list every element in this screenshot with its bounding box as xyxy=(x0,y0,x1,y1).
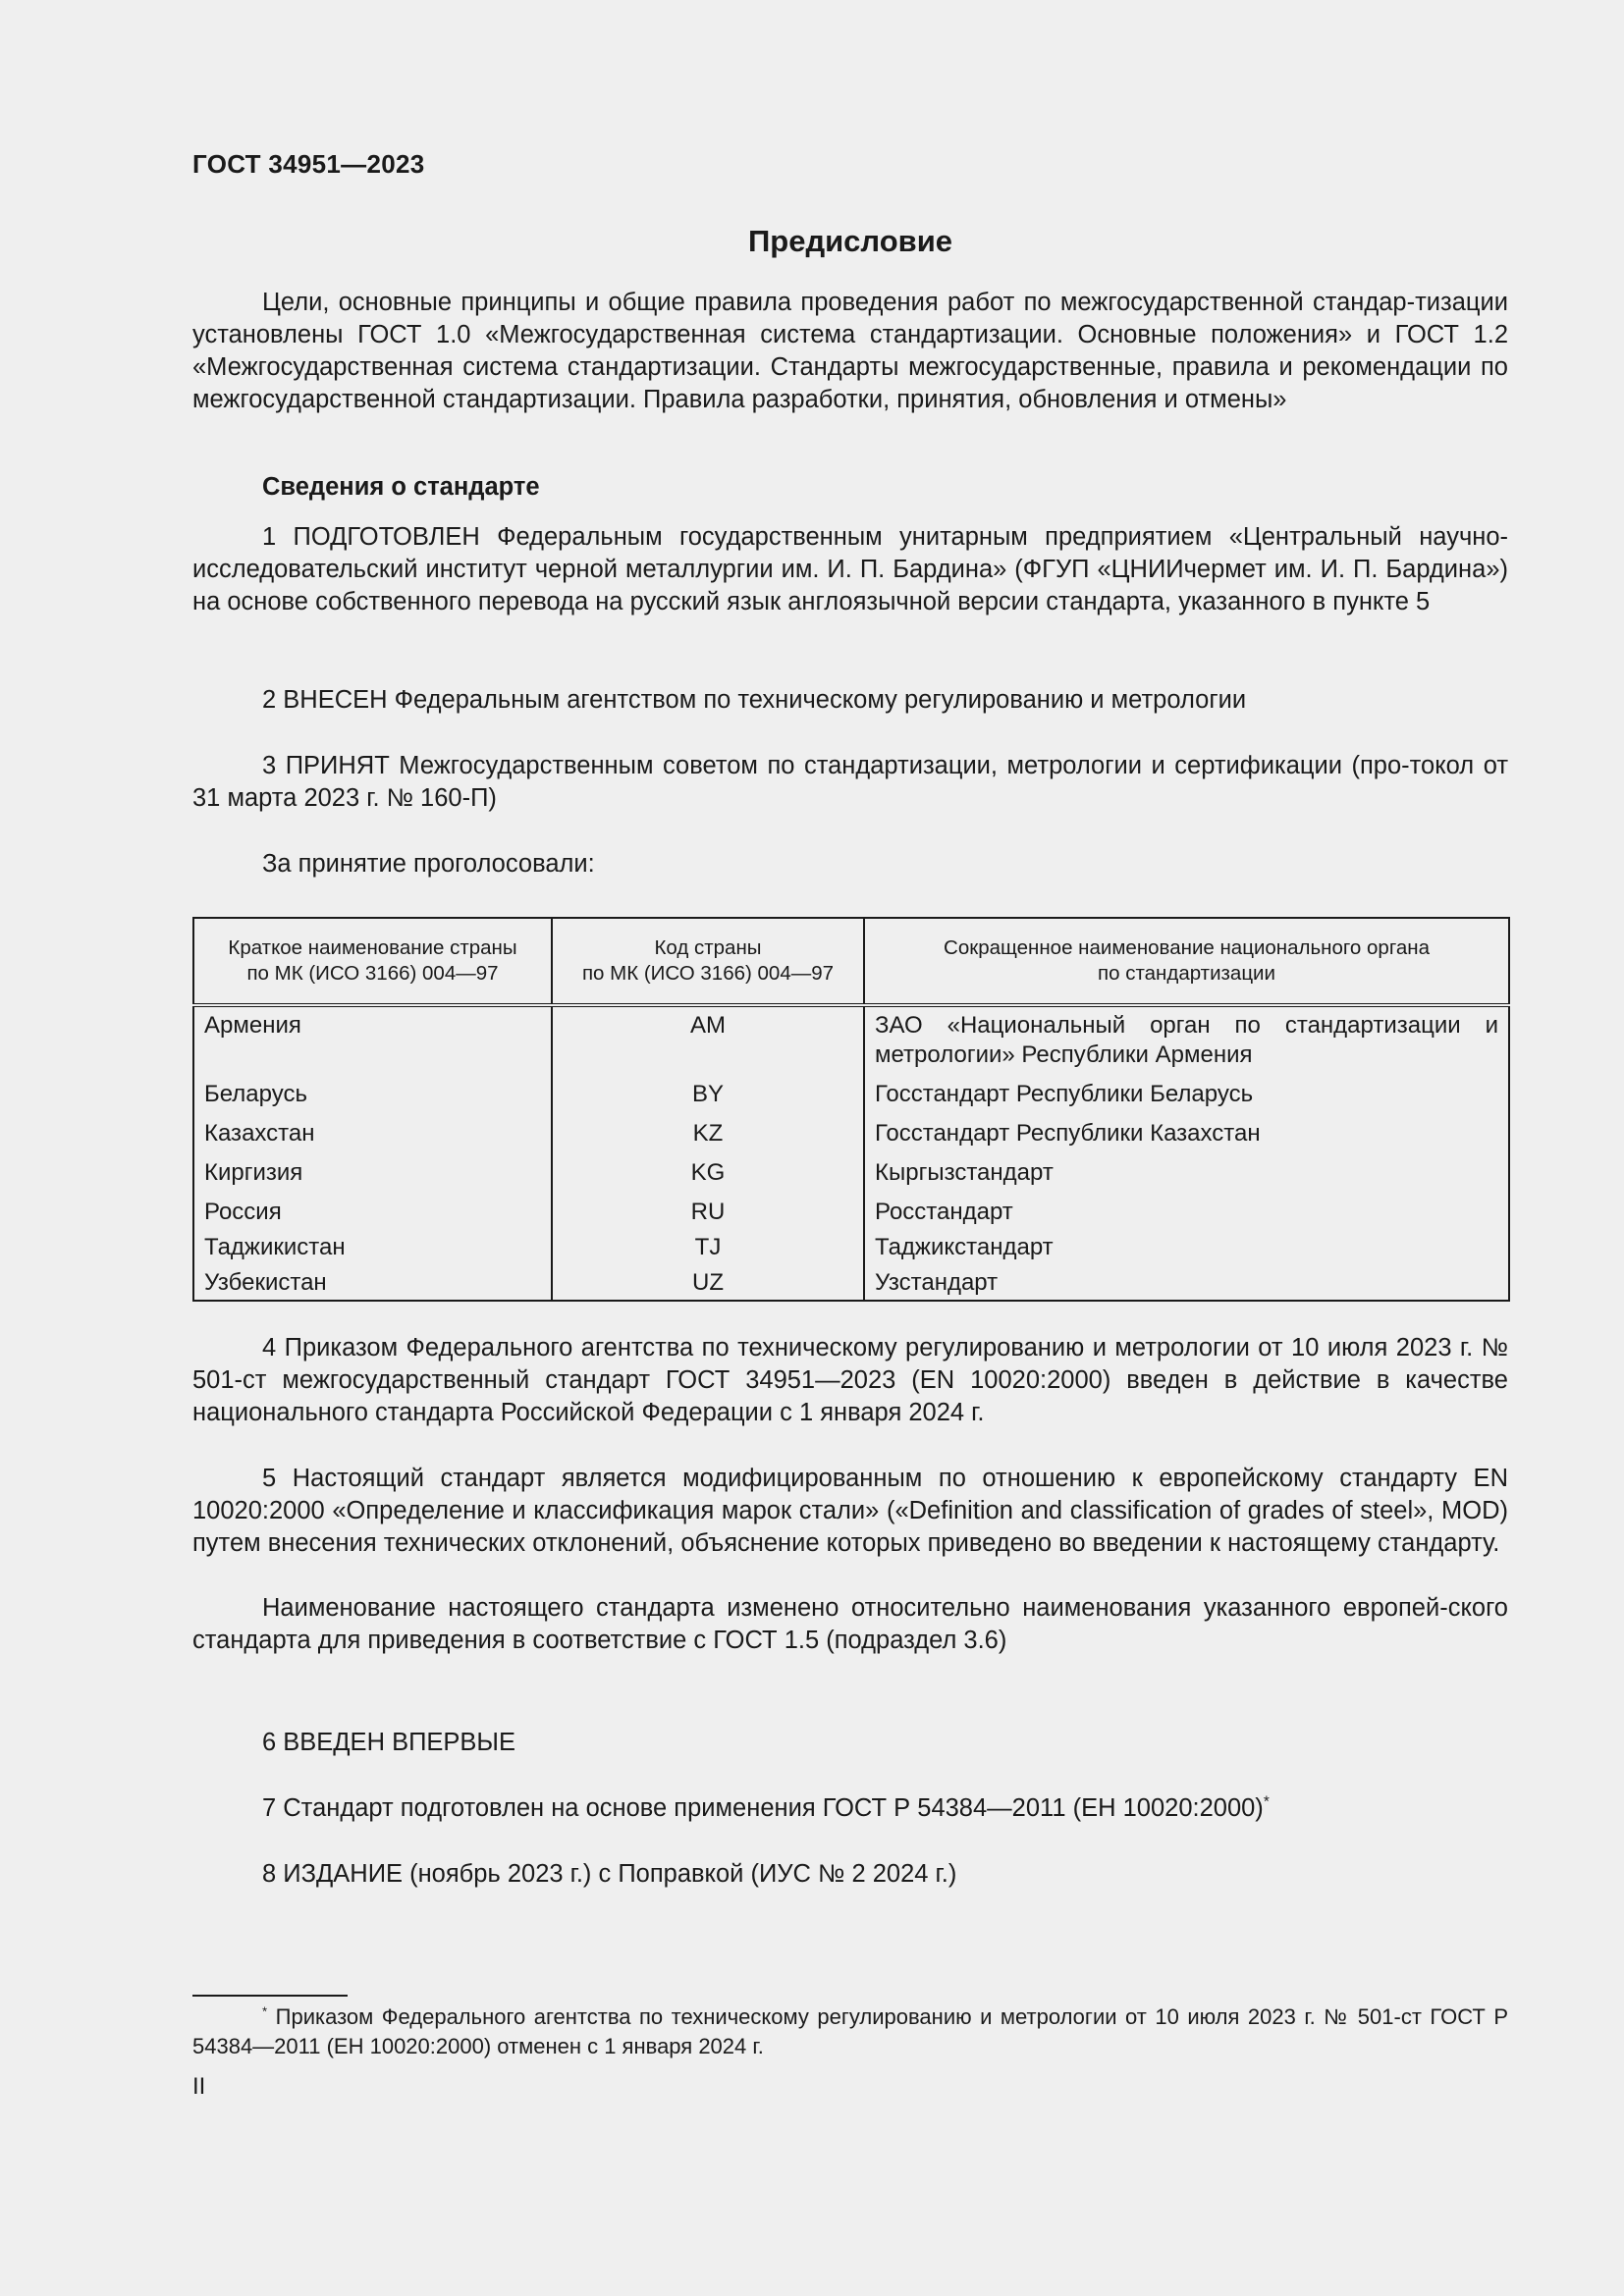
org-cell: Госстандарт Республики Казахстан xyxy=(864,1109,1509,1148)
item-2-submitted: 2 ВНЕСЕН Федеральным агентством по техническому регулированию и метрологии xyxy=(262,686,1247,714)
item-7-basis xyxy=(192,1792,1508,1825)
voted-label: За принятие проголосовали: xyxy=(262,850,595,878)
code-cell: RU xyxy=(552,1188,864,1227)
header-national-body: Сокращенное наименование национального органа по стандартизации xyxy=(864,918,1509,1005)
org-cell: Узстандарт xyxy=(864,1262,1509,1301)
org-cell: Таджикстандарт xyxy=(864,1227,1509,1262)
country-cell: Таджикистан xyxy=(193,1227,552,1262)
country-cell: Беларусь xyxy=(193,1070,552,1109)
table-row xyxy=(193,1005,1509,1070)
country-cell: Россия xyxy=(193,1188,552,1227)
document-code: ГОСТ 34951—2023 xyxy=(192,149,425,179)
standard-info-heading: Сведения о стандарте xyxy=(262,473,540,501)
table-row xyxy=(193,1188,1509,1227)
footnote-separator xyxy=(192,1995,348,1997)
country-cell: Узбекистан xyxy=(193,1262,552,1301)
code-cell: AM xyxy=(552,1005,864,1070)
code-cell: KZ xyxy=(552,1109,864,1148)
preface-intro-paragraph: Цели, основные принципы и общие правила проведения работ по межгосударственной стандар-тизации установлены ГОСТ 1.0 «Межгосударственная система стандартизации. Основные положения» и ГОСТ 1.2 «Межгосударственная система стандартизации. Стандарты межгосударственные, правила и рекомендации по межгосударственной стандартизации. Правила разработки, принятия, обновления и отмены» xyxy=(192,289,1508,413)
code-cell: UZ xyxy=(552,1262,864,1301)
item-5-modified: 5 Настоящий стандарт является модифицированным по отношению к европейскому стандарту EN 10020:2000 «Определение и классификация марок стали» («Definition and classification of grades of steel», MOD) путем внесения технических отклонений, объяснение которых приведено во введении к настоящему стандарту. xyxy=(192,1465,1508,1557)
country-cell: Киргизия xyxy=(193,1148,552,1188)
item-5-name-note: Наименование настоящего стандарта изменено относительно наименования указанного европей-ского стандарта для приведения в соответствие с ГОСТ 1.5 (подраздел 3.6) xyxy=(192,1594,1508,1654)
page-number: II xyxy=(192,2073,206,2100)
footnote-text: Приказом Федерального агентства по техническому регулированию и метрологии от 10 июля 2023 г. № 501-ст ГОСТ Р 54384—2011 (ЕН 10020:2000) отменен с 1 января 2024 г. xyxy=(192,2004,1508,2058)
item-6-introduced: 6 ВВЕДЕН ВПЕРВЫЕ xyxy=(262,1729,516,1756)
table-row xyxy=(193,1070,1509,1109)
code-cell: KG xyxy=(552,1148,864,1188)
table-row xyxy=(193,1262,1509,1301)
item-3-adopted: 3 ПРИНЯТ Межгосударственным советом по стандартизации, метрологии и сертификации (про-токол от 31 марта 2023 г. № 160-П) xyxy=(192,752,1508,812)
voting-countries-table xyxy=(192,917,1510,1302)
preface-title: Предисловие xyxy=(747,224,952,258)
item-1-prepared: 1 ПОДГОТОВЛЕН Федеральным государственным унитарным предприятием «Центральный научно-исследовательский институт черной металлургии им. И. П. Бардина» (ФГУП «ЦНИИчермет им. И. П. Бардина») на основе собственного перевода на русский язык англоязычной версии стандарта, указанного в пункте 5 xyxy=(192,523,1508,615)
table-row xyxy=(193,1109,1509,1148)
code-cell: TJ xyxy=(552,1227,864,1262)
table-row xyxy=(193,1148,1509,1188)
footnote xyxy=(192,2002,1508,2061)
table-row xyxy=(193,1227,1509,1262)
header-country-code: Код страны по МК (ИСО 3166) 004—97 xyxy=(552,918,864,1005)
org-cell: Росстандарт xyxy=(864,1188,1509,1227)
org-cell: Кыргызстандарт xyxy=(864,1148,1509,1188)
org-cell: Госстандарт Республики Беларусь xyxy=(864,1070,1509,1109)
country-cell: Армения xyxy=(193,1005,552,1070)
item-8-edition: 8 ИЗДАНИЕ (ноябрь 2023 г.) с Поправкой (ИУС № 2 2024 г.) xyxy=(262,1860,957,1888)
footnote-reference-mark: * xyxy=(1263,1793,1270,1811)
footnote-mark: * xyxy=(262,2003,268,2019)
code-cell: BY xyxy=(552,1070,864,1109)
header-country-name: Краткое наименование страны по МК (ИСО 3166) 004—97 xyxy=(193,918,552,1005)
item-7-text: 7 Стандарт подготовлен на основе применения ГОСТ Р 54384—2011 (ЕН 10020:2000) xyxy=(262,1794,1264,1822)
org-cell: ЗАО «Национальный орган по стандартизации и метрологии» Республики Армения xyxy=(864,1005,1509,1070)
item-4-order: 4 Приказом Федерального агентства по техническому регулированию и метрологии от 10 июля 2023 г. № 501-ст межгосударственный стандарт ГОСТ 34951—2023 (EN 10020:2000) введен в действие в качестве национального стандарта Российской Федерации с 1 января 2024 г. xyxy=(192,1334,1508,1426)
country-cell: Казахстан xyxy=(193,1109,552,1148)
table-header-row xyxy=(193,918,1509,1005)
